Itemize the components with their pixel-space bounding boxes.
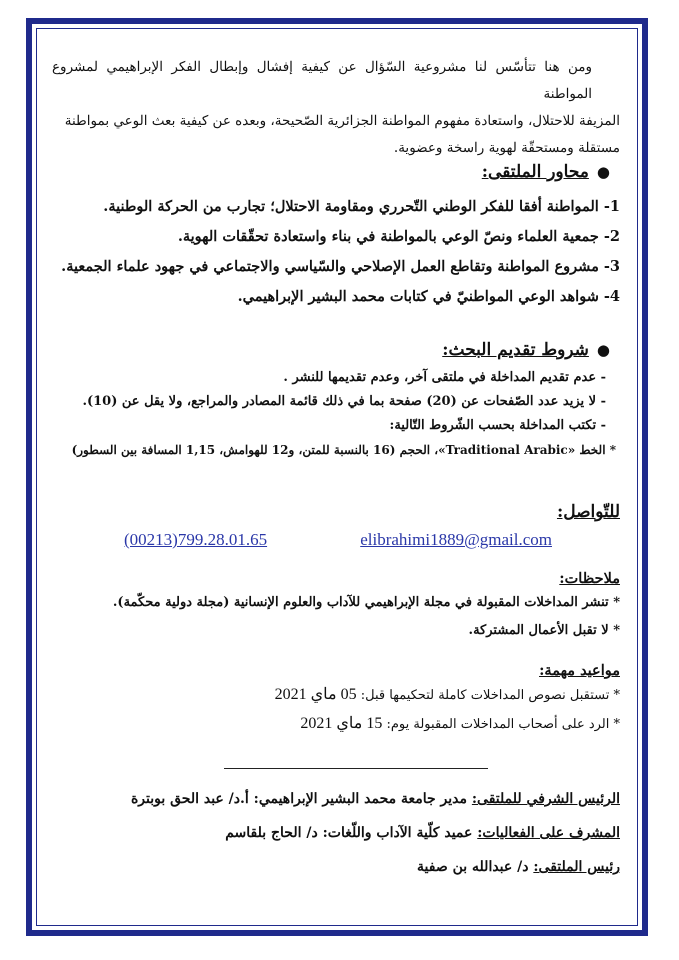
officer-label: رئيس الملتقى: [533, 859, 620, 875]
officer-value: مدير جامعة محمد البشير الإبراهيمي: أ.د/ عبد الحق بوبترة [130, 791, 472, 807]
note-item: * تنشر المداخلات المقبولة في مجلة الإبراهيمي للآداب والعلوم الإنسانية (مجلة دولية محكّمة). [112, 595, 620, 610]
condition-item: - عدم تقديم المداخلة في ملتقى آخر، وعدم تقديمها للنشر . [283, 370, 606, 385]
intro-line: المزيفة للاحتلال، واستعادة مفهوم المواطنة الجزائرية الصّحيحة، وبعده عن كيفية بعث الوعي بمواطنة [64, 113, 620, 129]
axes-section [52, 162, 620, 312]
bullet-icon: ● [596, 163, 610, 181]
intro-line: مستقلة ومستحقّة لهوية راسخة وعضوية. [393, 140, 620, 156]
axes-title: محاور الملتقى: [481, 162, 589, 182]
dates-section [52, 662, 620, 739]
officer-label: الرئيس الشرفي للملتقى: [471, 791, 620, 807]
officer-supervisor [52, 818, 620, 848]
phone-link[interactable]: (00213)799.28.01.65 [124, 530, 268, 549]
axes-heading [52, 162, 610, 182]
dates-title: مواعيد مهمة: [539, 662, 620, 679]
contact-title: للتّواصل: [556, 502, 620, 522]
date-text: * تستقبل نصوص المداخلات كاملة لتحكيمها قبل: [356, 688, 620, 703]
contact-section [52, 502, 620, 550]
contact-row [52, 530, 620, 550]
date-value: 05 ماي 2021 [274, 686, 357, 703]
conditions-heading [52, 340, 610, 360]
bullet-icon: ● [596, 341, 610, 359]
notes-title: ملاحظات: [559, 570, 620, 587]
axis-item: 4- شواهد الوعي المواطنيّ في كتابات محمد البشير الإبراهيمي. [237, 288, 620, 305]
date-value: 15 ماي 2021 [300, 715, 383, 732]
officer-honorary-president [52, 784, 620, 814]
condition-item: - لا يزيد عدد الصّفحات عن (20) صفحة بما في ذلك قائمة المصادر والمراجع، ولا يقل عن (10). [82, 394, 606, 409]
axis-item: 1- المواطنة أفقا للفكر الوطني التّحرري ومقاومة الاحتلال؛ تجارب من الحركة الوطنية. [103, 198, 620, 215]
document-page [52, 46, 620, 916]
condition-item: * الخط «Traditional Arabic»، الحجم (16 بالنسبة للمتن، و12 للهوامش، 1,15 المسافة بين السطور) [71, 443, 616, 457]
condition-item: - تكتب المداخلة بحسب الشّروط التّالية: [389, 418, 606, 433]
date-item [52, 710, 620, 739]
conditions-section [52, 340, 620, 462]
email-link[interactable]: elibrahimi1889@gmail.com [360, 530, 552, 549]
officer-president [52, 852, 620, 882]
signature-divider [224, 768, 488, 769]
axis-item: 3- مشروع المواطنة وتقاطع العمل الإصلاحي والسّياسي والاجتماعي في جهود علماء الجمعية. [61, 258, 620, 275]
note-item: * لا تقبل الأعمال المشتركة. [468, 623, 620, 638]
officer-label: المشرف على الفعاليات: [477, 825, 620, 841]
date-item [52, 681, 620, 710]
officer-value: د/ عبدالله بن صفية [417, 859, 534, 875]
date-text: * الرد على أصحاب المداخلات المقبولة يوم: [382, 717, 620, 732]
conditions-title: شروط تقديم البحث: [442, 340, 589, 360]
officer-value: عميد كلّية الآداب واللّغات: د/ الحاج بلقاسم [225, 825, 478, 841]
intro-paragraph [52, 54, 620, 162]
notes-section [52, 570, 620, 643]
axis-item: 2- جمعية العلماء ونصّ الوعي بالمواطنة في بناء واستعادة تحقّقات الهوية. [177, 228, 620, 245]
officers-section [52, 784, 620, 882]
intro-line: ومن هنا تتأسّس لنا مشروعية السّؤال عن كيفية إفشال وإبطال الفكر الإبراهيمي لمشروع المواطنة [52, 59, 592, 102]
